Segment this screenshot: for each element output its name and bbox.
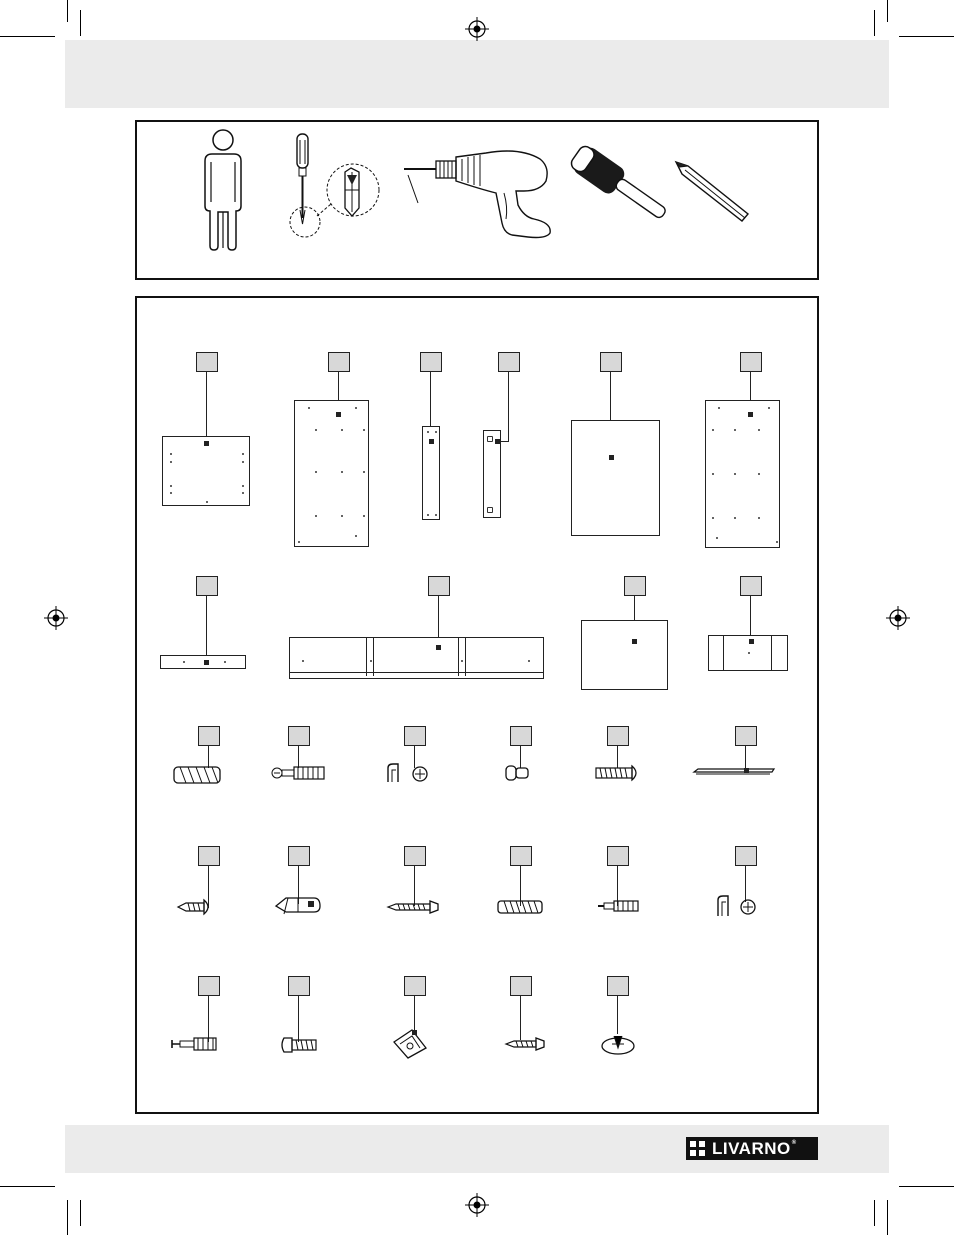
part-callout — [510, 846, 532, 866]
felt-pad-icon — [600, 1032, 636, 1056]
registered-mark: ® — [791, 1140, 797, 1146]
long-screw-icon — [386, 900, 442, 914]
hinge-screw-icon — [280, 1036, 320, 1054]
part-callout — [288, 726, 310, 746]
knob-icon — [504, 762, 534, 784]
dowel-icon — [496, 898, 544, 916]
cover-cap-icon — [714, 894, 762, 918]
cover-cap-icon — [384, 762, 432, 784]
drill-icon — [400, 145, 558, 241]
part-callout — [624, 576, 646, 596]
registration-mark-icon — [465, 17, 489, 41]
part-callout — [404, 726, 426, 746]
wood-screw-icon — [504, 1036, 546, 1052]
part-callout — [498, 352, 520, 372]
part-callout — [607, 846, 629, 866]
part-callout — [288, 846, 310, 866]
part-callout — [607, 976, 629, 996]
panel-part — [581, 620, 668, 690]
connector-bolt-icon — [170, 1036, 220, 1052]
part-callout — [198, 726, 220, 746]
part-callout — [735, 726, 757, 746]
brand-name: LIVARNO — [712, 1138, 791, 1158]
wall-plug-icon — [270, 894, 324, 916]
angle-bracket-icon — [390, 1026, 432, 1060]
rail-part — [160, 655, 246, 669]
part-callout — [198, 846, 220, 866]
livarno-mark-icon — [690, 1141, 705, 1156]
panel-part — [294, 400, 369, 547]
panel-part — [705, 400, 780, 548]
panel-part — [162, 436, 250, 506]
header-band — [65, 40, 889, 108]
registration-mark-icon — [465, 1193, 489, 1217]
wooden-dowel-icon — [172, 764, 222, 786]
short-screw-icon — [176, 898, 216, 916]
strip-part — [422, 426, 440, 520]
back-panel-part — [289, 637, 544, 679]
part-callout — [607, 726, 629, 746]
part-callout — [404, 846, 426, 866]
registration-mark-icon — [44, 606, 68, 630]
part-callout — [510, 976, 532, 996]
machine-screw-icon — [594, 764, 644, 782]
part-callout — [196, 352, 218, 372]
rubber-mallet-icon — [563, 140, 675, 240]
drawer-front-part — [708, 635, 788, 671]
person-icon — [195, 128, 251, 252]
pencil-icon — [672, 158, 752, 224]
drawer-rail-icon — [692, 764, 776, 778]
screwdriver-icon — [285, 130, 383, 242]
part-callout — [428, 576, 450, 596]
cam-bolt-icon — [270, 764, 328, 782]
part-callout — [198, 976, 220, 996]
strip-part — [483, 430, 501, 518]
panel-part — [571, 420, 660, 536]
brand-logo — [686, 1137, 818, 1160]
part-callout — [288, 976, 310, 996]
part-callout — [735, 846, 757, 866]
part-callout — [420, 352, 442, 372]
part-callout — [510, 726, 532, 746]
part-callout — [600, 352, 622, 372]
part-callout — [740, 352, 762, 372]
part-callout — [328, 352, 350, 372]
part-callout — [404, 976, 426, 996]
part-callout — [740, 576, 762, 596]
registration-mark-icon — [886, 606, 910, 630]
part-callout — [196, 576, 218, 596]
cam-bolt-icon — [596, 898, 642, 914]
